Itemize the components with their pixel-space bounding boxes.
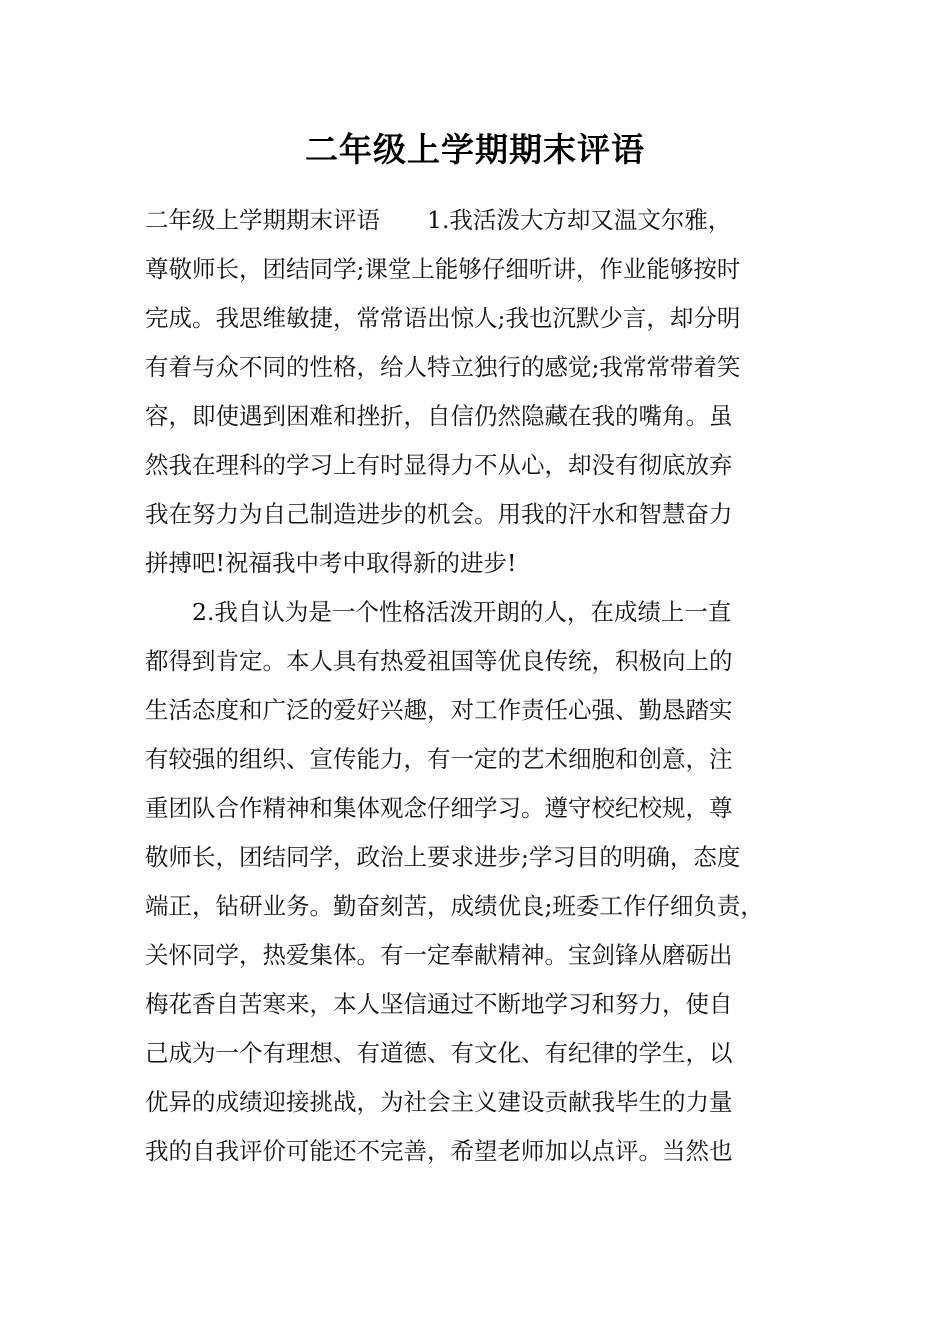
body-line: 己成为一个有理想、有道德、有文化、有纪律的学生，以: [145, 1039, 733, 1067]
body-line: 有较强的组织、宣传能力，有一定的艺术细胞和创意，注: [145, 745, 733, 773]
body-line: 敬师长，团结同学，政治上要求进步;学习目的明确，态度: [145, 843, 741, 871]
body-line: 生活态度和广泛的爱好兴趣，对工作责任心强、勤恳踏实: [145, 696, 733, 724]
body-line: 关怀同学，热爱集体。有一定奉献精神。宝剑锋从磨砺出: [145, 941, 733, 969]
body-line: 都得到肯定。本人具有热爱祖国等优良传统，积极向上的: [145, 647, 733, 675]
body-line: 完成。我思维敏捷，常常语出惊人;我也沉默少言，却分明: [145, 304, 741, 332]
body-line: 端正，钻研业务。勤奋刻苦，成绩优良;班委工作仔细负责，: [145, 892, 764, 920]
body-line: 我在努力为自己制造进步的机会。用我的汗水和智慧奋力: [145, 500, 733, 528]
body-line: 重团队合作精神和集体观念仔细学习。遵守校纪校规，尊: [145, 794, 733, 822]
body-line: 我的自我评价可能还不完善，希望老师加以点评。当然也: [145, 1137, 733, 1165]
body-line: 拼搏吧!祝福我中考中取得新的进步!: [145, 549, 517, 577]
body-line: 然我在理科的学习上有时显得力不从心，却没有彻底放弃: [145, 451, 733, 479]
document-title: 二年级上学期期末评语: [305, 130, 645, 169]
body-line: 容，即使遇到困难和挫折，自信仍然隐藏在我的嘴角。虽: [145, 402, 733, 430]
body-line: 二年级上学期期末评语 1.我活泼大方却又温文尔雅，: [145, 206, 732, 234]
body-line: 2.我自认为是一个性格活泼开朗的人，在成绩上一直: [145, 598, 732, 626]
body-line: 有着与众不同的性格，给人特立独行的感觉;我常常带着笑: [145, 353, 741, 381]
body-line: 尊敬师长，团结同学;课堂上能够仔细听讲，作业能够按时: [145, 255, 741, 283]
body-line: 优异的成绩迎接挑战，为社会主义建设贡献我毕生的力量: [145, 1088, 733, 1116]
body-line: 梅花香自苦寒来，本人坚信通过不断地学习和努力，使自: [145, 990, 733, 1018]
